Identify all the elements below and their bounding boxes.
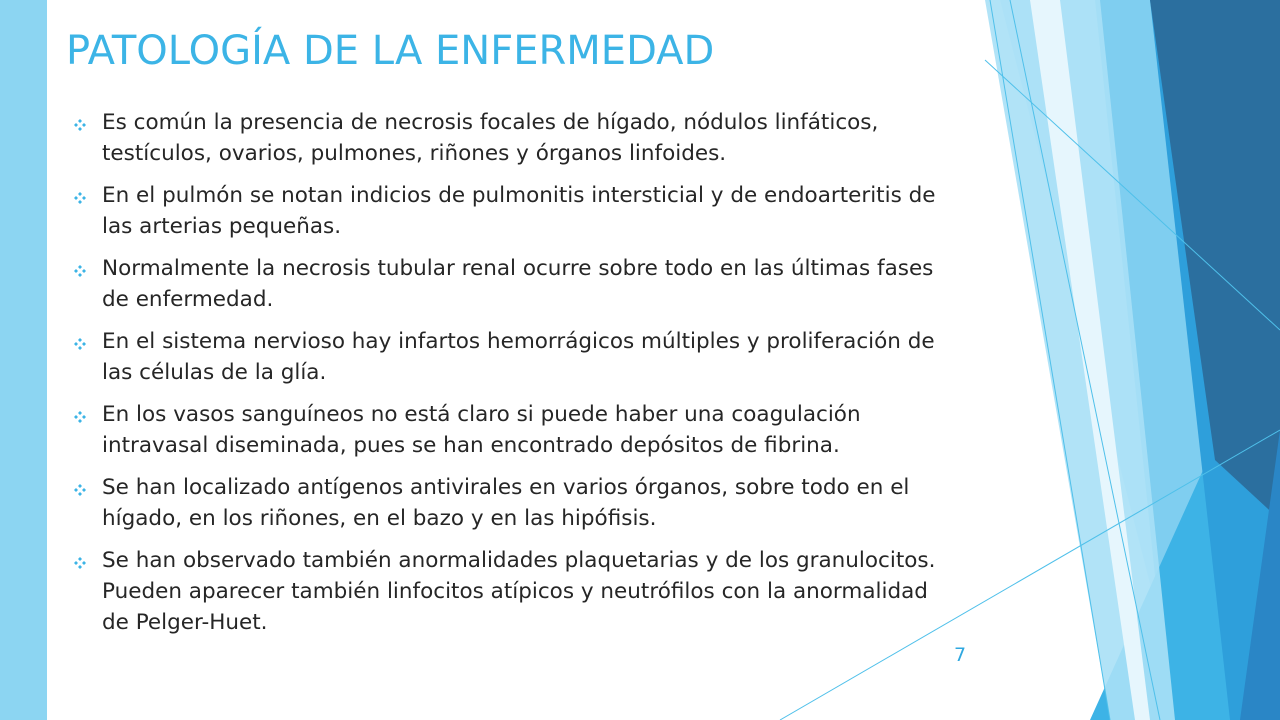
bullet-text: En el pulmón se notan indicios de pulmonitis intersticial y de endoarteritis de las arterias pequeñas. <box>102 183 936 239</box>
list-item <box>74 399 954 461</box>
list-item <box>74 253 954 315</box>
four-diamond-star-icon <box>74 484 86 496</box>
bullet-text: En los vasos sanguíneos no está claro si puede haber una coagulación intravasal diseminada, pues se han encontrado depósitos de fibrina. <box>102 402 861 458</box>
bullet-text: En el sistema nervioso hay infartos hemorrágicos múltiples y proliferación de las células de la glía. <box>102 329 935 385</box>
four-diamond-star-icon <box>74 557 86 569</box>
slide-title: PATOLOGÍA DE LA ENFERMEDAD <box>66 28 715 74</box>
four-diamond-star-icon <box>74 338 86 350</box>
list-item <box>74 472 954 534</box>
list-item <box>74 545 954 638</box>
bullet-text: Se han observado también anormalidades plaquetarias y de los granulocitos. Pueden aparecer también linfocitos atípicos y neutrófilos con la anormalidad de Pelger-Huet. <box>102 548 936 635</box>
four-diamond-star-icon <box>74 119 86 131</box>
bullet-text: Es común la presencia de necrosis focales de hígado, nódulos linfáticos, testículos, ovarios, pulmones, riñones y órganos linfoides. <box>102 110 879 166</box>
list-item <box>74 326 954 388</box>
four-diamond-star-icon <box>74 265 86 277</box>
bullet-text: Normalmente la necrosis tubular renal ocurre sobre todo en las últimas fases de enfermedad. <box>102 256 934 312</box>
four-diamond-star-icon <box>74 411 86 423</box>
bullet-list <box>74 107 954 649</box>
four-diamond-star-icon <box>74 192 86 204</box>
list-item <box>74 107 954 169</box>
bullet-text: Se han localizado antígenos antivirales en varios órganos, sobre todo en el hígado, en los riñones, en el bazo y en las hipófisis. <box>102 475 910 531</box>
list-item <box>74 180 954 242</box>
page-number: 7 <box>954 644 967 666</box>
